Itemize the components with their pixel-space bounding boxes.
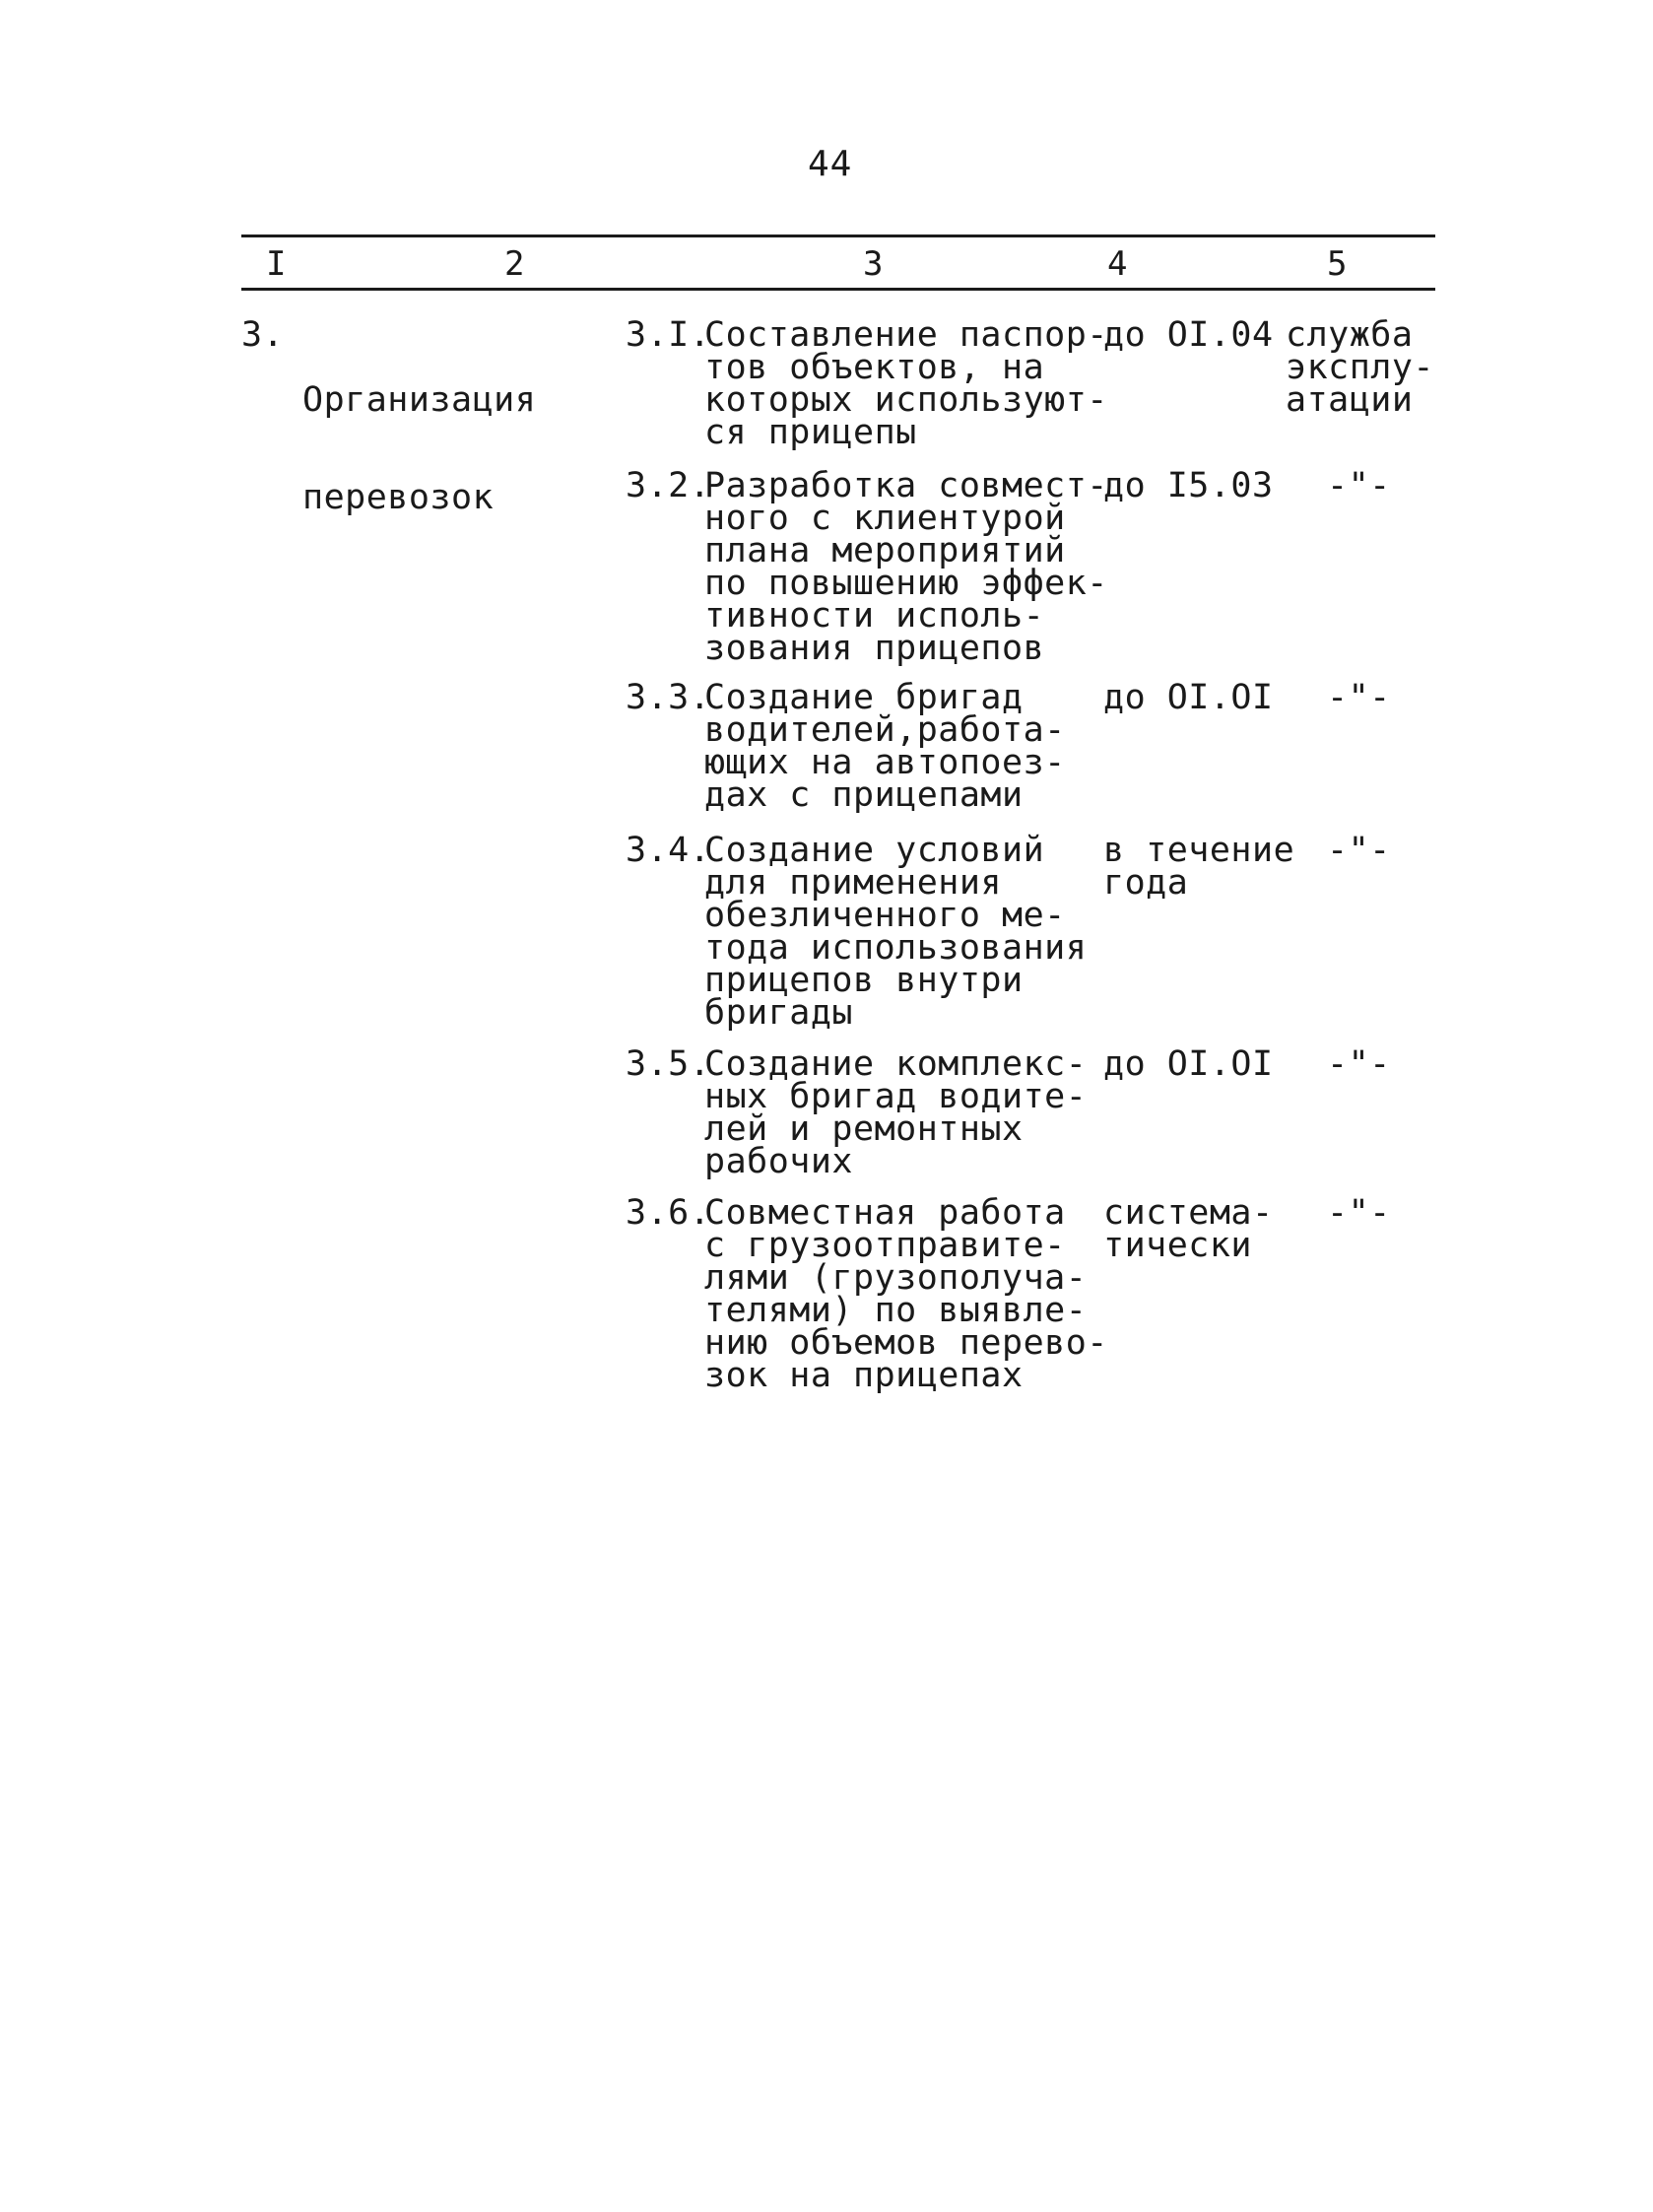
item-description-line: лями (грузополуча- <box>704 1258 1088 1298</box>
item-deadline <box>1103 315 1274 355</box>
item-description-line: которых используют- <box>704 380 1108 420</box>
item-deadline-line: в течение <box>1103 831 1295 870</box>
item-description-line: прицепов внутри <box>704 961 1024 1000</box>
item-responsible-line: эксплу- <box>1286 348 1435 387</box>
item-deadline <box>1103 1193 1274 1265</box>
item-description <box>704 678 1066 815</box>
column-header-1: I <box>266 244 287 284</box>
item-responsible <box>1327 1193 1391 1233</box>
item-deadline-line: года <box>1103 863 1189 903</box>
item-description-line: Составление паспор- <box>704 315 1108 355</box>
item-description-line: с грузоотправите- <box>704 1226 1066 1265</box>
item-description-line: водителей,работа- <box>704 710 1066 750</box>
item-number: 3.I. <box>626 315 711 355</box>
item-description-line: рабочих <box>704 1142 854 1181</box>
section-title-line: перевозок <box>302 478 495 517</box>
item-responsible <box>1286 315 1435 420</box>
item-description-line: зования прицепов <box>704 629 1045 668</box>
column-header-4: 4 <box>1107 244 1128 284</box>
item-deadline <box>1103 466 1274 505</box>
item-deadline <box>1103 678 1274 717</box>
item-description-line: Совместная работа <box>704 1193 1066 1233</box>
item-description-line: тивности исполь- <box>704 596 1045 636</box>
item-description <box>704 1193 1108 1395</box>
item-responsible-line: -"- <box>1327 466 1391 505</box>
item-number: 3.5. <box>626 1044 711 1084</box>
item-deadline <box>1103 1044 1274 1084</box>
item-number: 3.3. <box>626 678 711 717</box>
item-description-line: нию объемов перево- <box>704 1323 1108 1363</box>
table-header-rule <box>241 288 1435 291</box>
item-responsible <box>1327 831 1391 870</box>
item-deadline-line: до OI.04 <box>1103 315 1274 355</box>
item-responsible <box>1327 678 1391 717</box>
item-description <box>704 831 1088 1033</box>
page-number: 44 <box>808 144 853 184</box>
item-responsible-line: -"- <box>1327 678 1391 717</box>
item-description <box>704 466 1108 668</box>
item-deadline-line: система- <box>1103 1193 1274 1233</box>
item-description-line: плана мероприятий <box>704 531 1066 570</box>
item-responsible-line: атации <box>1286 380 1414 420</box>
item-responsible-line: служба <box>1286 315 1414 355</box>
item-description-line: для применения <box>704 863 1003 903</box>
item-description-line: зок на прицепах <box>704 1356 1024 1395</box>
item-deadline-line: до OI.OI <box>1103 678 1274 717</box>
section-title <box>302 319 536 547</box>
item-description <box>704 1044 1088 1181</box>
item-description-line: ных бригад водите- <box>704 1077 1088 1116</box>
item-description-line: дах с прицепами <box>704 775 1024 815</box>
item-description-line: телями) по выявле- <box>704 1291 1088 1330</box>
item-responsible-line: -"- <box>1327 1193 1391 1233</box>
column-header-5: 5 <box>1327 244 1348 284</box>
item-deadline-line: тически <box>1103 1226 1253 1265</box>
item-responsible-line: -"- <box>1327 1044 1391 1084</box>
item-number: 3.2. <box>626 466 711 505</box>
item-responsible <box>1327 1044 1391 1084</box>
item-description-line: ющих на автопоез- <box>704 743 1066 782</box>
item-description-line: Разработка совмест- <box>704 466 1108 505</box>
item-description-line: тов объектов, на <box>704 348 1045 387</box>
table-top-rule <box>241 235 1435 237</box>
item-description-line: обезличенного ме- <box>704 896 1066 935</box>
item-deadline-line: до I5.03 <box>1103 466 1274 505</box>
item-description-line: ся прицепы <box>704 413 917 452</box>
item-description-line: по повышению эффек- <box>704 564 1108 603</box>
item-description-line: тода использования <box>704 928 1088 968</box>
section-title-line: Организация <box>302 380 537 420</box>
item-number: 3.6. <box>626 1193 711 1233</box>
item-responsible <box>1327 466 1391 505</box>
item-description-line: лей и ремонтных <box>704 1109 1024 1149</box>
item-description-line: бригады <box>704 993 854 1033</box>
item-number: 3.4. <box>626 831 711 870</box>
item-description-line: Создание комплекс- <box>704 1044 1088 1084</box>
item-deadline-line: до OI.OI <box>1103 1044 1274 1084</box>
item-responsible-line: -"- <box>1327 831 1391 870</box>
item-description-line: Создание условий <box>704 831 1045 870</box>
column-header-2: 2 <box>504 244 525 284</box>
item-description <box>704 315 1108 452</box>
section-number: 3. <box>241 315 285 355</box>
item-description-line: Создание бригад <box>704 678 1024 717</box>
item-deadline <box>1103 831 1295 903</box>
item-description-line: ного с клиентурой <box>704 499 1066 538</box>
column-header-3: 3 <box>863 244 884 284</box>
